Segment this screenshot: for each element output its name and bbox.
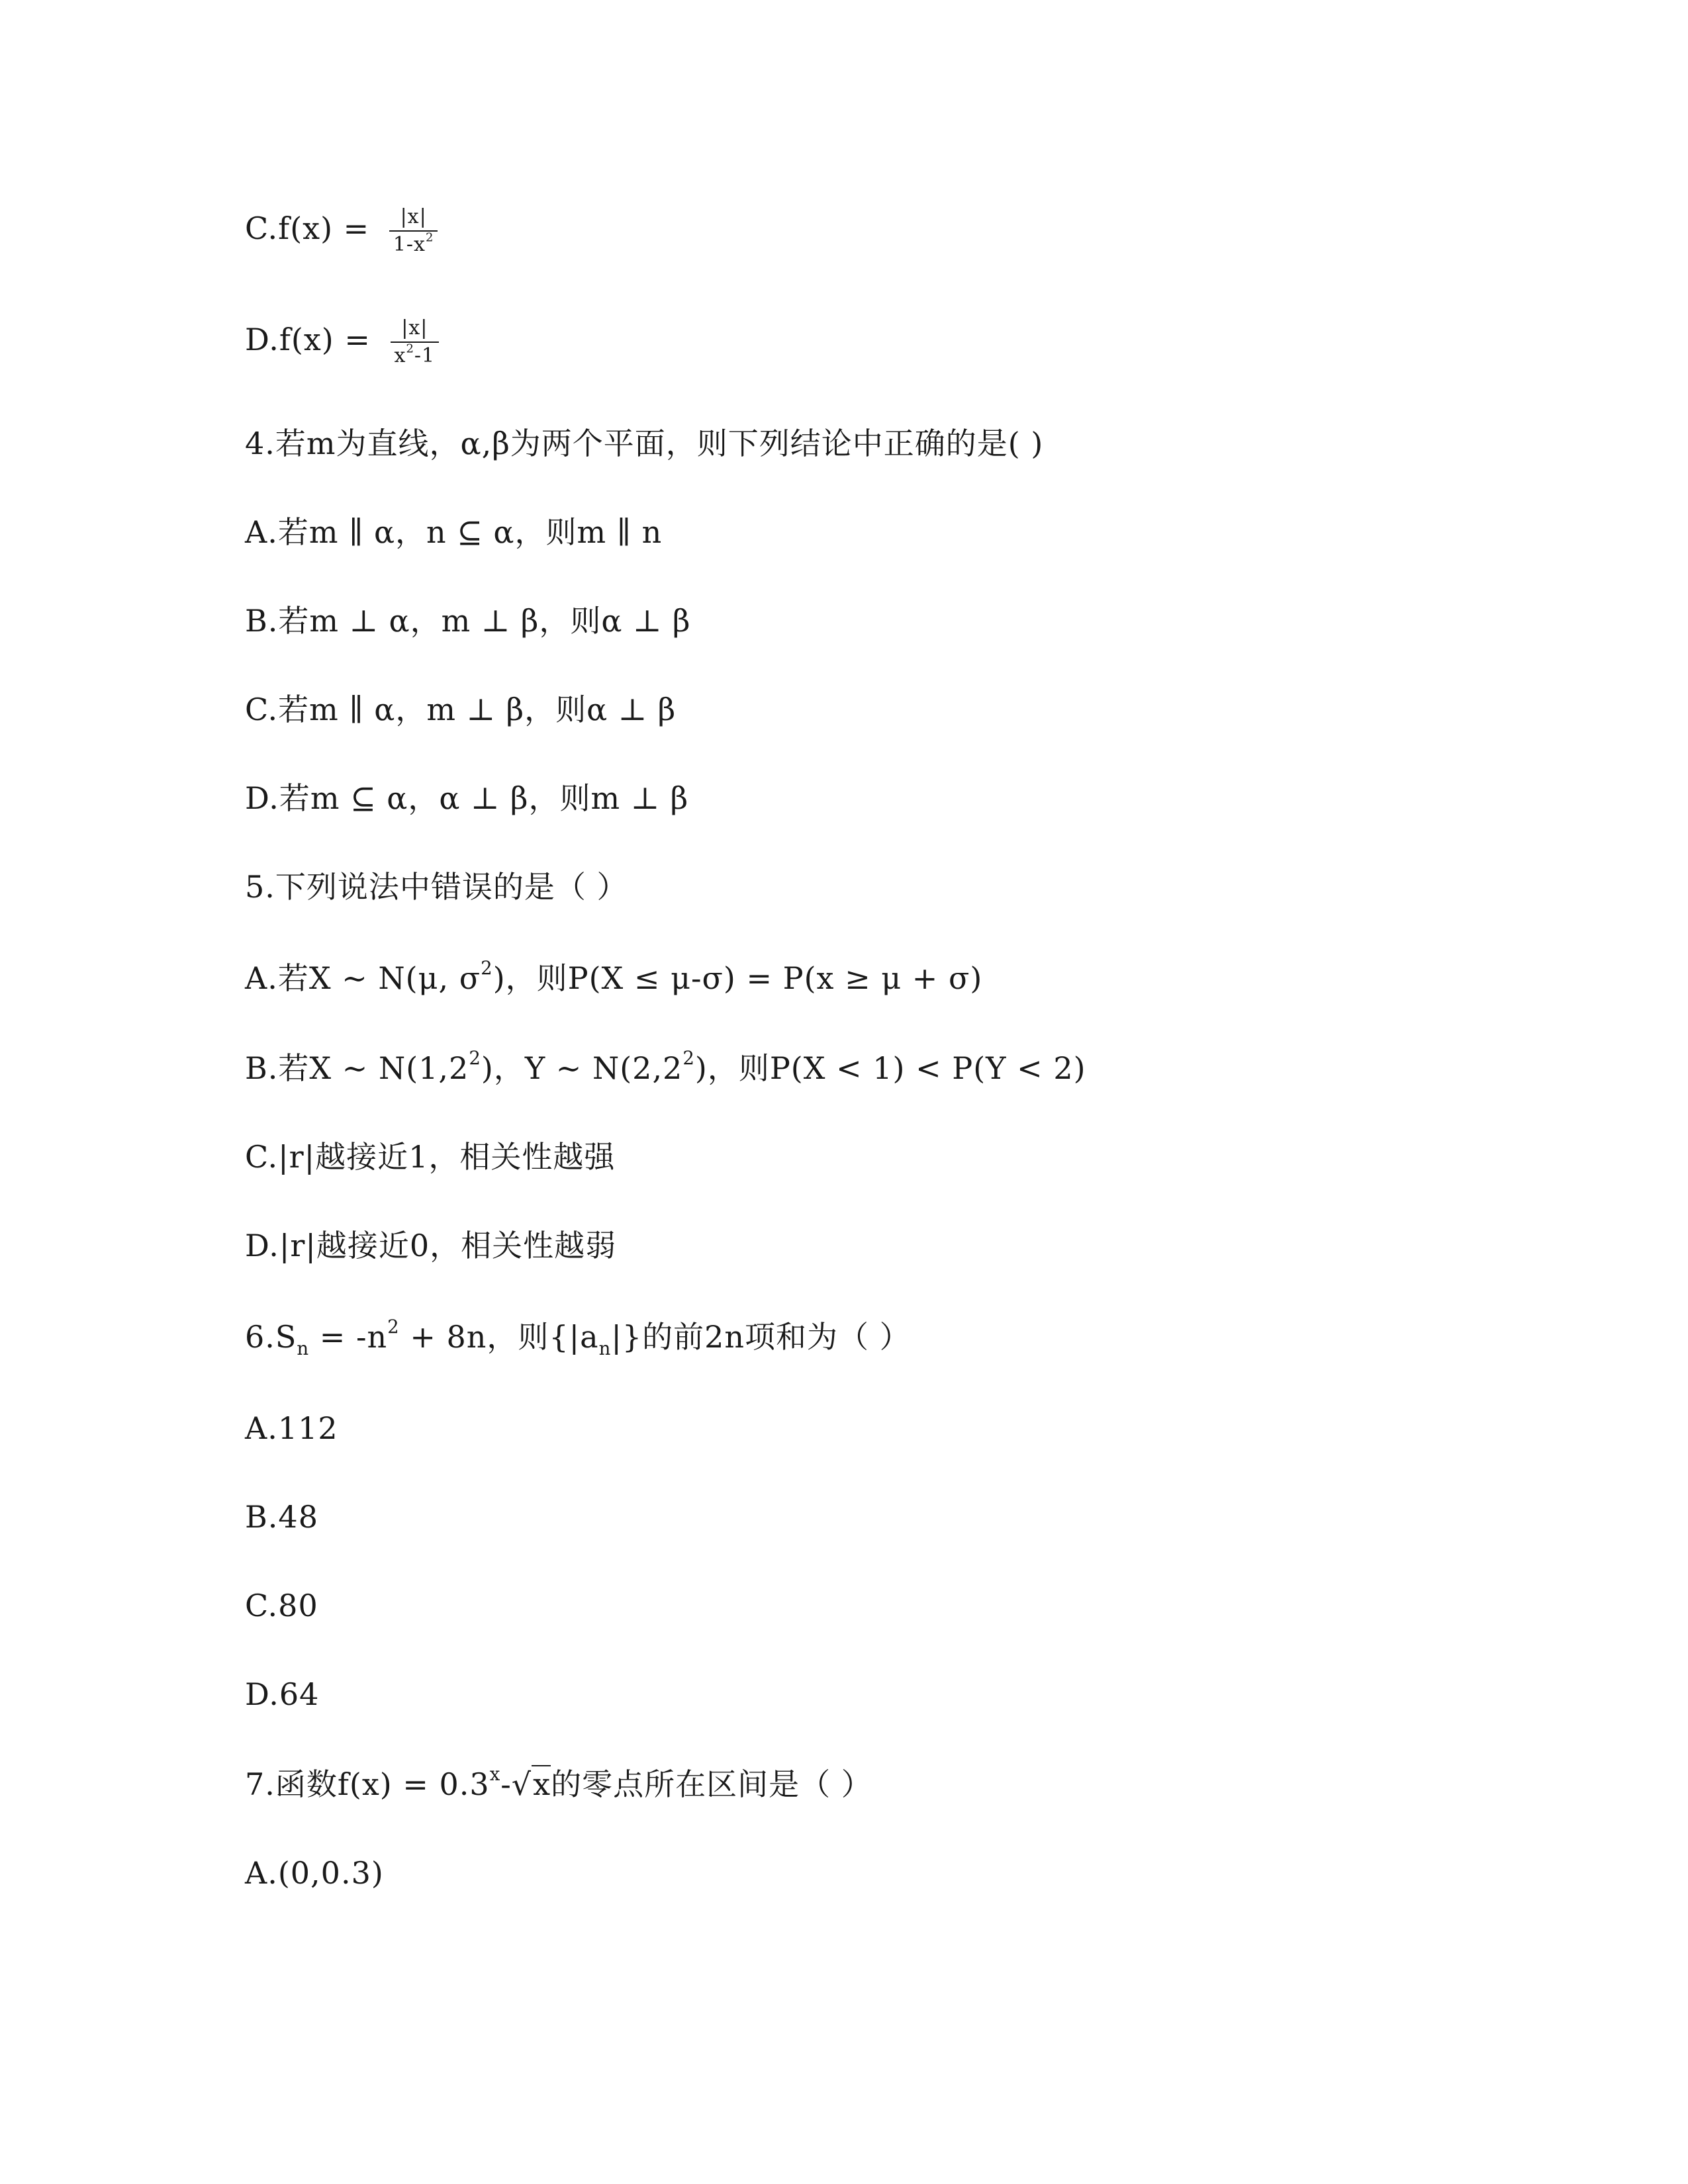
q5-stem: 5.下列说法中错误的是（ ） [245, 869, 628, 905]
q3-option-d-prefix: D.f(x) = [245, 322, 381, 357]
q4-option-d: D.若m ⊆ α，α ⊥ β，则m ⊥ β [245, 780, 689, 816]
q4-option-c: C.若m ∥ α，m ⊥ β，则α ⊥ β [245, 692, 677, 727]
fraction-denominator: $1-x^2$ [389, 230, 438, 258]
q5-option-b: B.若X ~ $N(1,2^2)$，Y ~ $N(2,2^2)$，则P(X < 1) < P(Y < 2) [245, 1046, 1086, 1086]
q3-option-c [245, 204, 438, 258]
q3-option-c-prefix: C.f(x) = [245, 210, 380, 246]
q3-option-d-fraction [391, 315, 440, 369]
q5-option-a: A.若X ~ N(μ, $\sigma^2$)，则P(X ≤ μ-σ) = P(x ≥ μ + σ) [245, 956, 983, 996]
q7-stem: 7.函数$f(x) = 0.3^x-√x$的零点所在区间是（ ） [245, 1762, 872, 1802]
q4-option-b: B.若m ⊥ α，m ⊥ β，则α ⊥ β [245, 603, 691, 639]
q4-option-a: A.若m ∥ α，n ⊆ α，则m ∥ n [245, 514, 663, 550]
q6-stem: $6.S_n = -n^2 + 8n$，则$\{|a_n|\}$的前2n项和为（ ） [245, 1315, 911, 1360]
q4-stem: 4.若m为直线，α,β为两个平面，则下列结论中正确的是( ) [245, 426, 1044, 461]
fraction-denominator: $x^2-1$ [391, 341, 440, 369]
q5-option-c: C.|r|越接近1，相关性越强 [245, 1139, 616, 1175]
q6-option-b: B.48 [245, 1499, 318, 1535]
q5-option-d: D.|r|越接近0，相关性越弱 [245, 1228, 617, 1263]
fraction-numerator: |x| [401, 316, 428, 340]
q7-option-a: A.(0,0.3) [245, 1855, 384, 1891]
q3-option-d [245, 315, 439, 369]
sqrt-radicand: x [533, 1766, 551, 1802]
q6-option-d: D.64 [245, 1676, 320, 1712]
fraction-numerator: |x| [400, 205, 427, 228]
q6-option-a: A.112 [245, 1410, 338, 1446]
q3-option-c-fraction [389, 204, 438, 258]
q6-option-c: C.80 [245, 1588, 318, 1623]
